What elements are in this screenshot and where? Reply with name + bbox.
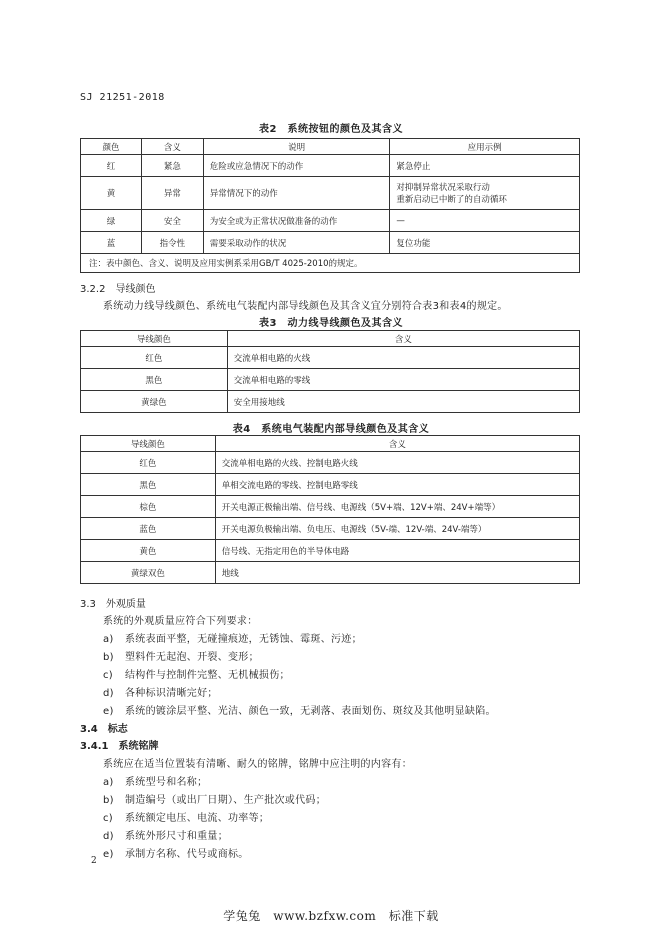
page-number: 2 [91, 856, 97, 866]
example-line: 紧急停止 [396, 161, 431, 172]
table-cell: 红色 [81, 452, 216, 474]
list-item [103, 648, 259, 663]
table-note: 注：表中颜色、含义、说明及应用实例系采用GB/T 4025-2010的规定。 [81, 254, 580, 273]
table-cell: 需要采取动作的状况 [203, 232, 390, 254]
list-item [103, 630, 362, 645]
list-item [103, 684, 218, 699]
list-item-text: 各种标识清晰完好； [125, 688, 218, 699]
example-line: 对抑制异常状况采取行动 [396, 183, 490, 193]
column-header: 导线颜色 [81, 436, 216, 452]
table-cell: 安全用接地线 [227, 391, 579, 413]
column-header: 含义 [141, 139, 203, 155]
section-heading-3-2-2: 3.2.2 导线颜色 [80, 284, 156, 295]
table-cell: 黑色 [81, 474, 216, 496]
list-marker: e) [103, 849, 114, 860]
table-cell: 危险或应急情况下的动作 [203, 155, 390, 177]
column-header: 说明 [203, 139, 390, 155]
table-cell: 黄 [81, 177, 142, 210]
list-marker: b) [103, 795, 114, 806]
list-item-text: 制造编号（或出厂日期）、生产批次或代码； [125, 795, 326, 806]
list-marker: d) [103, 831, 114, 842]
table-row [81, 562, 580, 584]
list-marker: b) [103, 652, 114, 663]
column-header: 颜色 [81, 139, 142, 155]
table-cell: 信号线、无指定用色的半导体电路 [215, 540, 579, 562]
list-marker: c) [103, 670, 113, 681]
table-row [81, 540, 580, 562]
section-paragraph: 系统动力线导线颜色、系统电气装配内部导线颜色及其含义宜分别符合表3和表4的规定。 [103, 301, 508, 312]
table-cell: 开关电源正极输出端、信号线、电源线（5V+端、12V+端、24V+端等） [215, 496, 579, 518]
table-header-row [81, 331, 580, 347]
section-heading-text: 3.4 标志 [80, 724, 128, 735]
table-cell: 指令性 [141, 232, 203, 254]
table-cell [390, 155, 580, 177]
column-header: 含义 [215, 436, 579, 452]
table-row [81, 347, 580, 369]
table-cell: 黑色 [81, 369, 228, 391]
table-cell: 开关电源负极输出端、负电压、电源线（5V-端、12V-端、24V-端等） [215, 518, 579, 540]
table-cell: 地线 [215, 562, 579, 584]
table-cell: 交流单相电路的零线 [227, 369, 579, 391]
table-row [81, 210, 580, 232]
table-note-row [81, 254, 580, 273]
example-line: 重新启动已中断了的自动循环 [396, 195, 507, 205]
table-cell [390, 210, 580, 232]
list-marker: d) [103, 688, 114, 699]
watermark: 学兔兔 www.bzfxw.com 标准下载 [223, 909, 439, 923]
table-header-row [81, 139, 580, 155]
list-item-text: 系统的镀涂层平整、光洁、颜色一致，无剥落、表面划伤、斑纹及其他明显缺陷。 [125, 706, 496, 717]
table-cell: 交流单相电路的火线、控制电路火线 [215, 452, 579, 474]
table-row [81, 496, 580, 518]
table-row [81, 474, 580, 496]
table-header-row [81, 436, 580, 452]
table-cell: 单相交流电路的零线、控制电路零线 [215, 474, 579, 496]
list-item [103, 791, 326, 806]
table-cell: 黄绿色 [81, 391, 228, 413]
table-cell: 安全 [141, 210, 203, 232]
table2 [80, 138, 580, 273]
table-cell: 黄绿双色 [81, 562, 216, 584]
table-cell: 棕色 [81, 496, 216, 518]
column-header: 含义 [227, 331, 579, 347]
list-item-text: 结构件与控制件完整、无机械损伤； [125, 670, 290, 681]
list-item-text: 系统外形尺寸和重量； [125, 831, 228, 842]
list-item-text: 承制方名称、代号或商标。 [125, 849, 249, 860]
list-item-text: 系统表面平整，无碰撞痕迹，无锈蚀、霉斑、污迹； [125, 634, 362, 645]
table-cell: 红色 [81, 347, 228, 369]
list-marker: a) [103, 634, 114, 645]
table2-title: 表2 系统按钮的颜色及其含义 [259, 124, 403, 135]
table4 [80, 435, 580, 584]
table-row [81, 518, 580, 540]
list-item-text: 系统额定电压、电流、功率等； [125, 813, 270, 824]
section-heading-3-4 [80, 720, 128, 735]
section-heading-3-4-1 [80, 737, 158, 752]
table-row [81, 369, 580, 391]
table-cell [390, 177, 580, 210]
table-row [81, 177, 580, 210]
table3 [80, 330, 580, 413]
table4-title: 表4 系统电气装配内部导线颜色及其含义 [232, 424, 430, 435]
table-row [81, 155, 580, 177]
list-item-text: 塑料件无起泡、开裂、变形； [125, 652, 259, 663]
list-item [103, 702, 496, 717]
section-heading-text: 3.4.1 系统铭牌 [80, 741, 159, 752]
table-row [81, 232, 580, 254]
table-cell: 为安全或为正常状况做准备的动作 [203, 210, 390, 232]
table-cell: 紧急 [141, 155, 203, 177]
table-cell: 异常 [141, 177, 203, 210]
list-item [103, 666, 290, 681]
table-cell: 蓝色 [81, 518, 216, 540]
table-cell: 蓝 [81, 232, 142, 254]
list-item [103, 773, 207, 788]
table3-title: 表3 动力线导线颜色及其含义 [259, 318, 403, 329]
section-paragraph: 系统的外观质量应符合下列要求： [103, 616, 258, 627]
table-cell: 交流单相电路的火线 [227, 347, 579, 369]
table-cell: 黄色 [81, 540, 216, 562]
column-header: 应用示例 [390, 139, 580, 155]
table-row [81, 452, 580, 474]
list-item-text: 系统型号和名称； [125, 777, 208, 788]
list-marker: e) [103, 706, 114, 717]
list-item [103, 845, 249, 860]
table-cell: 异常情况下的动作 [203, 177, 390, 210]
list-item [103, 827, 228, 842]
list-item [103, 809, 269, 824]
section-heading-3-3: 3.3 外观质量 [80, 599, 146, 610]
example-line: — [396, 215, 405, 226]
table-row [81, 391, 580, 413]
standard-code: SJ 21251-2018 [80, 92, 165, 103]
table-cell: 红 [81, 155, 142, 177]
table-cell: 绿 [81, 210, 142, 232]
example-line: 复位功能 [396, 238, 431, 249]
section-paragraph: 系统应在适当位置装有清晰、耐久的铭牌，铭牌中应注明的内容有： [103, 759, 412, 770]
list-marker: a) [103, 777, 114, 788]
table-cell [390, 232, 580, 254]
list-marker: c) [103, 813, 113, 824]
column-header: 导线颜色 [81, 331, 228, 347]
